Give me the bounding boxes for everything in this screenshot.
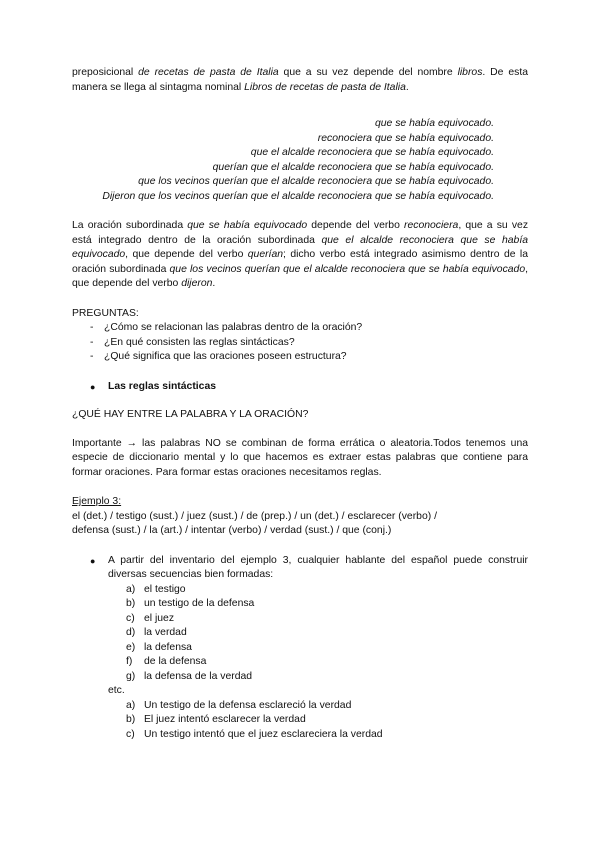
ejemplo-title: Ejemplo 3: xyxy=(72,496,122,507)
explanation-italic: querían xyxy=(247,249,284,260)
list-marker: d) xyxy=(126,627,136,638)
list-text: el testigo xyxy=(144,583,186,595)
intro-italic-2: libros xyxy=(457,67,483,78)
question-heading: ¿QUÉ HAY ENTRE LA PALABRA Y LA ORACIÓN? xyxy=(72,409,309,420)
explanation-text: ; dicho verbo está integrado asimismo dentro de la oración subordinada xyxy=(72,249,529,275)
list-item xyxy=(126,699,528,714)
section-title: Las reglas sintácticas xyxy=(108,380,217,392)
intro-text-2: que a su vez depende del nombre xyxy=(278,67,458,78)
section-bullet xyxy=(72,380,528,395)
list-text: un testigo de la defensa xyxy=(144,598,255,609)
explanation-text: depende del verbo xyxy=(307,220,405,231)
list-marker: a) xyxy=(126,699,136,711)
list-item: - ¿Cómo se relacionan las palabras dentro de la oración? xyxy=(90,321,528,336)
staircase-line: que los vecinos querían que el alcalde reconociera que se había equivocado. xyxy=(138,176,494,187)
staircase-line: reconociera que se había equivocado. xyxy=(317,132,494,144)
bullet-icon: ● xyxy=(90,555,96,566)
list-item xyxy=(126,612,528,627)
list-marker: b) xyxy=(126,714,136,725)
list-text: la defensa xyxy=(144,641,192,653)
list-item xyxy=(126,713,528,728)
list-marker: e) xyxy=(126,641,136,653)
list-marker: c) xyxy=(126,728,135,740)
secuencias-list xyxy=(72,583,528,685)
list-text: la defensa de la verdad xyxy=(144,670,253,682)
explanation-text: . xyxy=(212,278,216,289)
explanation-text: La oración subordinada xyxy=(72,220,188,231)
importante-paragraph: Importante → las palabras NO se combinan de forma errática o aleatoria.Todos tenemos una especie de diccionario mental y lo que hacemos es extraer estas palabras que contiene para formar oraciones. Para formar estas oraciones necesitamos reglas. xyxy=(72,437,528,478)
list-marker: g) xyxy=(126,670,136,682)
intro-text-1: preposicional xyxy=(72,67,139,78)
staircase-line: que el alcalde reconociera que se había equivocado. xyxy=(250,147,494,158)
list-item xyxy=(126,626,528,641)
list-item xyxy=(126,583,528,598)
ejemplo-line: el (det.) / testigo (sust.) / juez (sust.) / de (prep.) / un (det.) / esclarecer (verbo) / xyxy=(72,510,437,522)
intro-paragraph xyxy=(72,66,528,95)
explanation-italic: que se había equivocado xyxy=(187,220,308,231)
list-marker: f) xyxy=(126,656,133,667)
oraciones-list xyxy=(72,699,528,743)
list-item xyxy=(126,670,528,685)
inventario-text: A partir del inventario del ejemplo 3, cualquier hablante del español puede construir diversas secuencias bien formadas: xyxy=(108,554,528,580)
explanation-text: , que depende del verbo xyxy=(72,263,528,289)
explanation-italic: que el alcalde reconociera que se había equivocado xyxy=(72,234,529,260)
list-text: Un testigo intentó que el juez esclareciera la verdad xyxy=(144,728,383,740)
explanation-italic: reconociera xyxy=(404,220,459,231)
etc-text: etc. xyxy=(108,685,125,696)
document-page xyxy=(72,66,528,742)
intro-text-3: . De esta manera se llega al sintagma nominal xyxy=(72,67,528,93)
inventario-bullet xyxy=(72,554,528,583)
list-text: Un testigo de la defensa esclareció la verdad xyxy=(144,699,352,711)
staircase-line: Dijeron que los vecinos querían que el alcalde reconociera que se había equivocado. xyxy=(102,190,494,202)
explanation-text: , que depende del verbo xyxy=(125,249,248,260)
intro-italic-1: de recetas de pasta de Italia xyxy=(138,67,279,78)
list-marker: c) xyxy=(126,612,135,624)
preguntas-heading: PREGUNTAS: xyxy=(72,307,139,319)
list-text: el juez xyxy=(144,612,175,624)
list-item xyxy=(126,655,528,670)
staircase-line: que se había equivocado. xyxy=(374,118,494,129)
list-item: - ¿En qué consisten las reglas sintácticas? xyxy=(90,336,528,351)
explanation-italic: que los vecinos querían que el alcalde reconociera que se había equivocado xyxy=(169,263,526,275)
explanation-paragraph xyxy=(72,219,528,292)
list-item: - ¿Qué significa que las oraciones poseen estructura? xyxy=(90,350,528,365)
explanation-italic: dijeron xyxy=(181,278,213,289)
staircase-examples xyxy=(72,117,528,204)
intro-italic-3: Libros de recetas de pasta de Italia xyxy=(244,81,406,93)
preguntas-list xyxy=(72,321,528,365)
list-marker: b) xyxy=(126,598,136,609)
bullet-icon: ● xyxy=(90,381,96,392)
intro-text-4: . xyxy=(405,81,409,93)
list-text: El juez intentó esclarecer la verdad xyxy=(144,714,306,725)
staircase-line: querían que el alcalde reconociera que se había equivocado. xyxy=(212,161,494,173)
list-text: de la defensa xyxy=(144,656,207,667)
list-marker: a) xyxy=(126,583,136,595)
list-text: la verdad xyxy=(144,627,187,638)
explanation-text: , que a su vez está integrado dentro de la oración subordinada xyxy=(72,220,529,246)
list-item xyxy=(126,641,528,656)
list-item xyxy=(126,728,528,743)
list-item xyxy=(126,597,528,612)
ejemplo-line: defensa (sust.) / la (art.) / intentar (verbo) / verdad (sust.) / que (conj.) xyxy=(72,525,392,536)
